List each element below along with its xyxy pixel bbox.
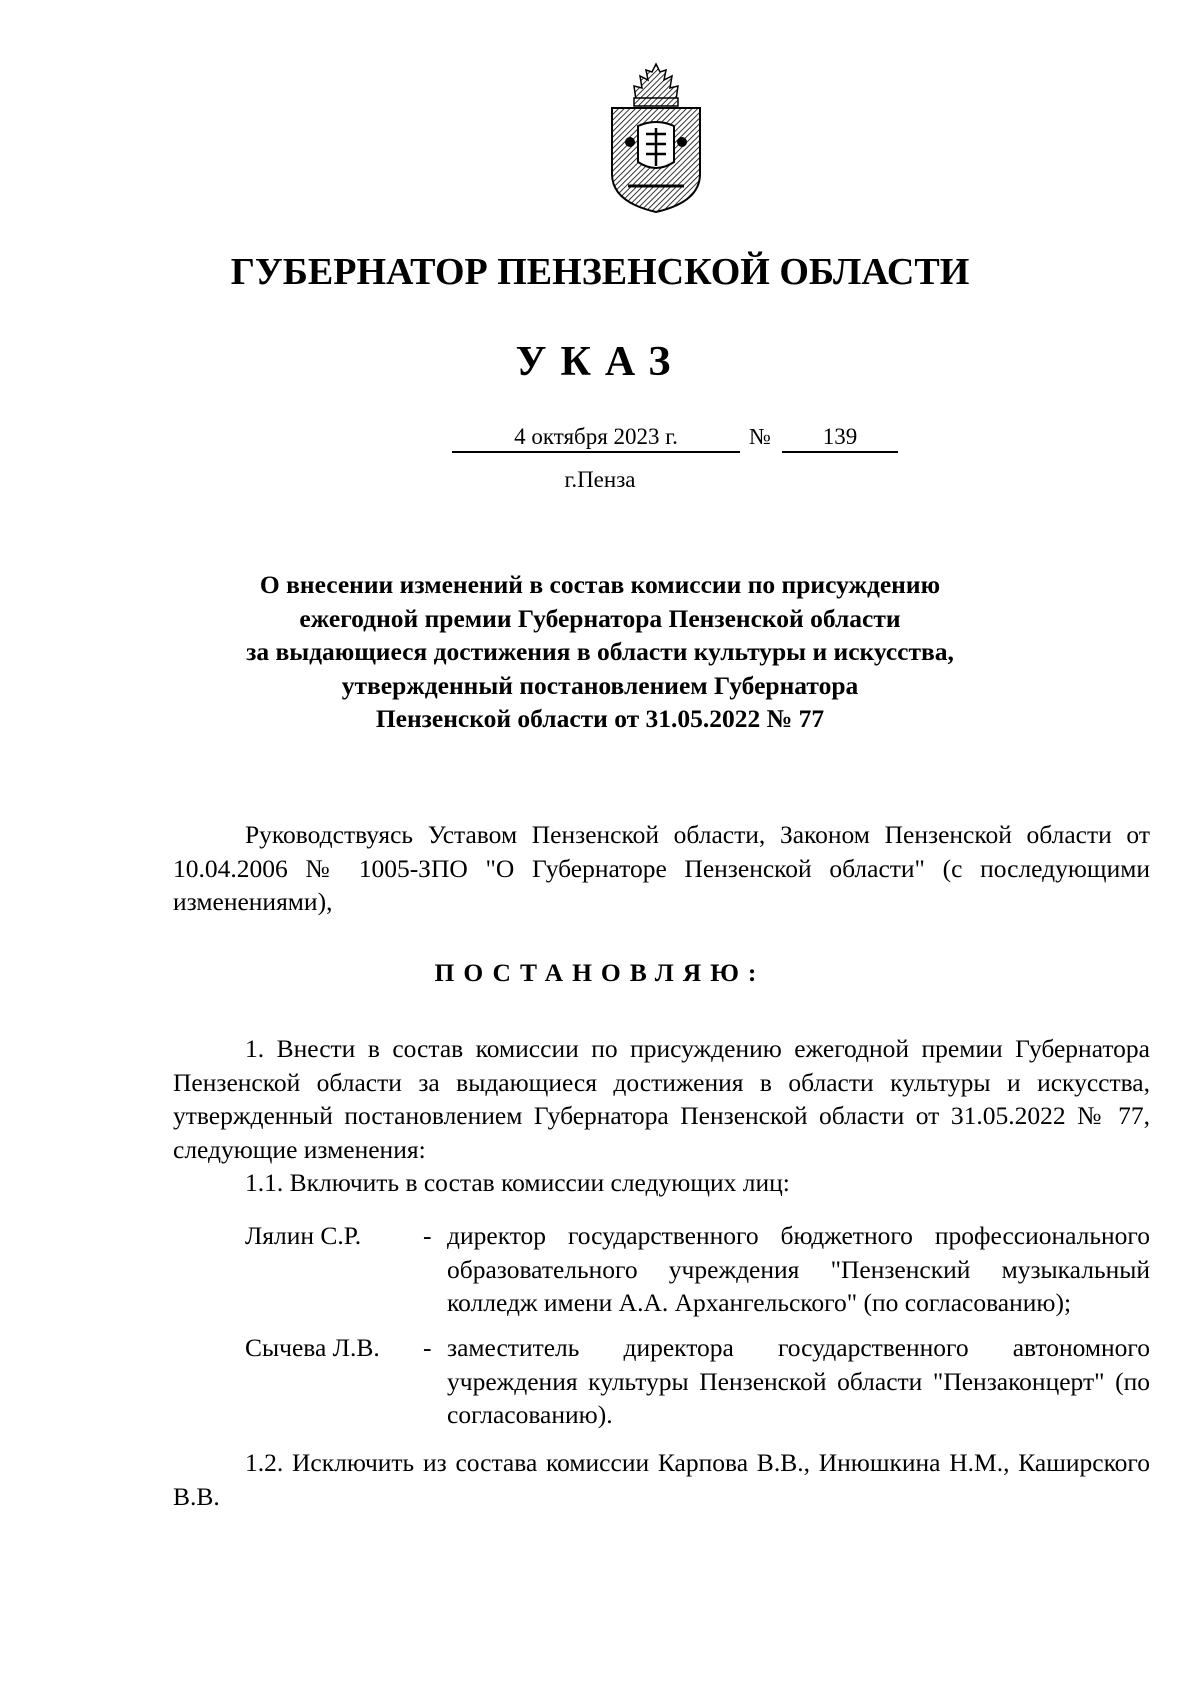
member-name: Лялин С.Р. — [245, 1221, 362, 1250]
preamble-paragraph: Руководствуясь Уставом Пензенской области, Законом Пензенской области от 10.04.2006 № 1005-ЗПО "О Губернаторе Пензенской области" (с последующими изменениями), — [173, 820, 1150, 916]
date-number-line — [452, 423, 902, 453]
subject-line: за выдающиеся достижения в области культуры и искусства, — [246, 637, 954, 666]
subject-line: ежегодной премии Губернатора Пензенской области — [299, 603, 901, 633]
city: г.Пенза — [564, 467, 636, 492]
item-1-1-paragraph: 1.1. Включить в состав комиссии следующих лиц: — [245, 1168, 790, 1197]
subject-line: утвержденный постановлением Губернатора — [341, 670, 859, 700]
decree-word: ПОСТАНОВЛЯЮ: — [434, 958, 766, 987]
member-dash: - — [423, 1333, 432, 1362]
decree-date: 4 октября 2023 г. — [452, 423, 740, 453]
member-description: директор государственного бюджетного профессионального образовательного учреждения "Пензенский музыкальный колледж имени А.А. Архангельского" (по согласованию); — [447, 1221, 1150, 1317]
subject-line: Пензенской области от 31.05.2022 № 77 — [375, 704, 825, 733]
item-1-2-paragraph: 1.2. Исключить из состава комиссии Карпова В.В., Инюшкина Н.М., Каширского В.В. — [173, 1448, 1150, 1511]
decree-number: 139 — [782, 423, 898, 453]
member-name: Сычева Л.В. — [245, 1333, 380, 1362]
decree-subject — [0, 568, 1200, 736]
member-dash: - — [423, 1221, 432, 1250]
item-1-block — [173, 1032, 1150, 1200]
item-1-paragraph: 1. Внести в состав комиссии по присуждению ежегодной премии Губернатора Пензенской области за выдающиеся достижения в области культуры и искусства, утвержденный постановлением Губернатора Пензенской области от 31.05.2022 № 77, следующие изменения: — [173, 1034, 1150, 1164]
number-sign: № — [749, 424, 771, 449]
coat-of-arms-icon — [608, 62, 704, 214]
member-description: заместитель директора государственного автономного учреждения культуры Пензенской области "Пензаконцерт" (по согласованию). — [447, 1333, 1150, 1429]
document-type: УКАЗ — [515, 339, 685, 385]
subject-line: О внесении изменений в состав комиссии по присуждению — [259, 570, 941, 599]
issuing-authority: ГУБЕРНАТОР ПЕНЗЕНСКОЙ ОБЛАСТИ — [230, 251, 970, 293]
